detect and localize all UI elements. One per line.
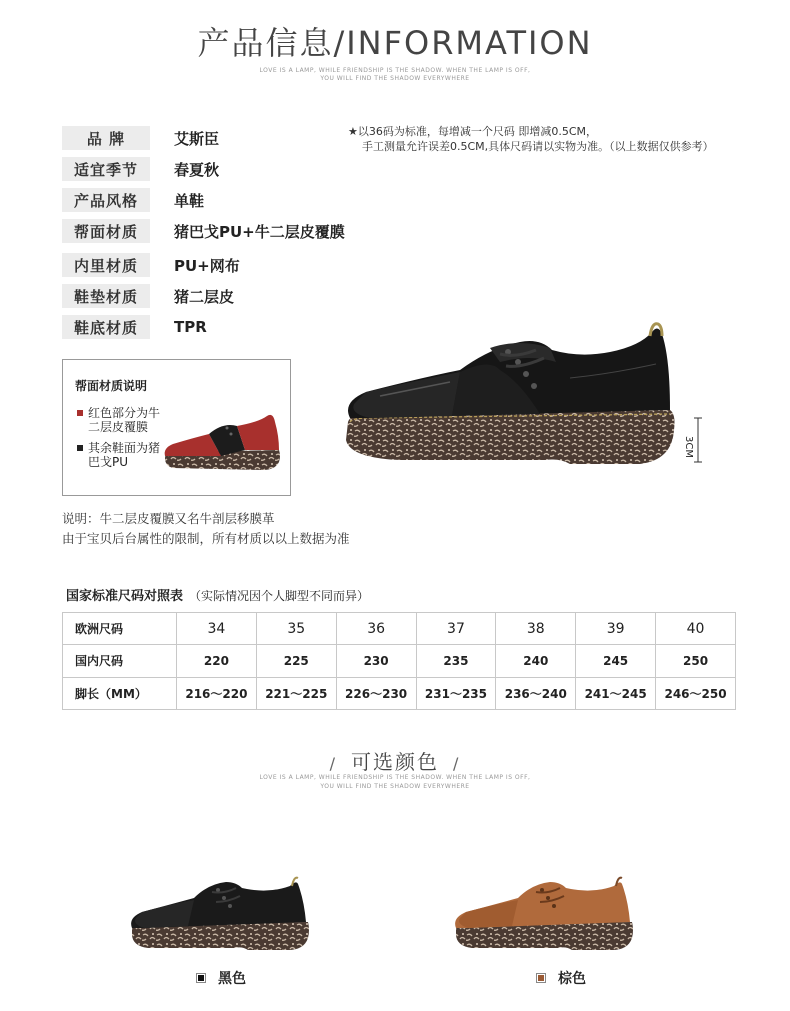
info-value: 猪二层皮 bbox=[174, 287, 235, 306]
table-row bbox=[63, 613, 736, 645]
color-option-brown[interactable] bbox=[536, 968, 586, 988]
colors-tagline-1: LOVE IS A LAMP, WHILE FRIENDSHIP IS THE SHADOW. WHEN THE LAMP IS OFF, bbox=[259, 774, 531, 781]
row-header: 欧洲尺码 bbox=[63, 613, 177, 645]
info-label: 品 牌 bbox=[62, 126, 150, 150]
brown-swatch-icon bbox=[536, 973, 546, 983]
info-label: 产品风格 bbox=[62, 188, 150, 212]
table-row bbox=[63, 677, 736, 709]
material-explanation-text bbox=[62, 509, 350, 549]
black-swatch-icon bbox=[196, 973, 206, 983]
size-table-title-text: 国家标准尺码对照表 bbox=[66, 589, 184, 604]
black-square-icon bbox=[77, 445, 83, 451]
info-row-style bbox=[62, 188, 204, 212]
table-cell: 39 bbox=[576, 613, 656, 645]
info-row-brand bbox=[62, 126, 219, 150]
table-cell: 226～230 bbox=[336, 677, 416, 709]
brown-shoe-image bbox=[452, 872, 636, 954]
info-row-season bbox=[62, 157, 219, 181]
table-row bbox=[63, 645, 736, 677]
table-cell: 36 bbox=[336, 613, 416, 645]
size-note bbox=[348, 124, 714, 154]
red-square-icon bbox=[77, 410, 83, 416]
height-dimension-label: 3CM bbox=[683, 436, 694, 458]
header-tagline-1: LOVE IS A LAMP, WHILE FRIENDSHIP IS THE SHADOW. WHEN THE LAMP IS OFF, bbox=[259, 67, 531, 74]
table-cell: 35 bbox=[256, 613, 336, 645]
info-label: 内里材质 bbox=[62, 253, 150, 277]
black-shoe-image bbox=[128, 872, 312, 954]
size-table-title bbox=[66, 585, 369, 604]
table-cell: 34 bbox=[177, 613, 257, 645]
info-label: 鞋垫材质 bbox=[62, 284, 150, 308]
explain-line-2: 由于宝贝后台属性的限制，所有材质以以上数据为准 bbox=[62, 531, 350, 546]
color-name: 棕色 bbox=[558, 971, 586, 987]
table-cell: 245 bbox=[576, 645, 656, 677]
row-header: 脚长（MM） bbox=[63, 677, 177, 709]
size-note-line-1: ★以36码为标准，每增减一个尺码 即增减0.5CM， bbox=[348, 125, 598, 138]
table-cell: 241～245 bbox=[576, 677, 656, 709]
legend-text: 其余鞋面为猪巴戈PU bbox=[88, 441, 161, 469]
material-diagram-shoe bbox=[163, 412, 283, 472]
page-title: 产品信息/INFORMATION bbox=[197, 24, 593, 62]
table-cell: 236～240 bbox=[496, 677, 576, 709]
table-cell: 40 bbox=[656, 613, 736, 645]
color-name: 黑色 bbox=[218, 971, 246, 987]
info-row-insole-material bbox=[62, 284, 234, 308]
size-note-line-2: 手工测量允许误差0.5CM,具体尺码请以实物为准。（以上数据仅供参考） bbox=[362, 140, 714, 153]
colors-title-text: 可选颜色 bbox=[351, 750, 439, 774]
product-shoe-image bbox=[340, 318, 680, 468]
table-cell: 216～220 bbox=[177, 677, 257, 709]
table-cell: 37 bbox=[416, 613, 496, 645]
table-cell: 235 bbox=[416, 645, 496, 677]
size-table bbox=[62, 612, 736, 710]
colors-section-title bbox=[0, 746, 790, 775]
table-cell: 231～235 bbox=[416, 677, 496, 709]
info-value: 单鞋 bbox=[174, 191, 205, 210]
legend-text: 红色部分为牛二层皮覆膜 bbox=[88, 406, 161, 434]
table-cell: 246～250 bbox=[656, 677, 736, 709]
table-cell: 240 bbox=[496, 645, 576, 677]
info-row-upper-material bbox=[62, 219, 345, 243]
info-value: TPR bbox=[174, 318, 207, 336]
size-table-subtitle: （实际情况因个人脚型不同而异） bbox=[189, 589, 370, 603]
title-slash-left: / bbox=[329, 754, 337, 773]
info-value: 猪巴戈PU+牛二层皮覆膜 bbox=[174, 222, 345, 241]
material-explanation-box bbox=[62, 359, 291, 496]
material-title: 帮面材质说明 bbox=[75, 379, 148, 393]
info-label: 鞋底材质 bbox=[62, 315, 150, 339]
table-cell: 221～225 bbox=[256, 677, 336, 709]
material-legend-black bbox=[77, 441, 168, 469]
colors-tagline-2: YOU WILL FIND THE SHADOW EVERYWHERE bbox=[320, 783, 470, 790]
title-slash-right: / bbox=[453, 754, 461, 773]
info-value: 春夏秋 bbox=[174, 160, 220, 179]
header-tagline-2: YOU WILL FIND THE SHADOW EVERYWHERE bbox=[320, 75, 470, 82]
table-cell: 38 bbox=[496, 613, 576, 645]
info-label: 帮面材质 bbox=[62, 219, 150, 243]
table-cell: 230 bbox=[336, 645, 416, 677]
explain-line-1: 说明：牛二层皮覆膜又名牛剖层移膜革 bbox=[62, 511, 275, 526]
info-row-lining-material bbox=[62, 253, 240, 277]
color-option-black[interactable] bbox=[196, 968, 246, 988]
info-label: 适宜季节 bbox=[62, 157, 150, 181]
row-header: 国内尺码 bbox=[63, 645, 177, 677]
table-cell: 250 bbox=[656, 645, 736, 677]
info-value: 艾斯臣 bbox=[174, 129, 220, 148]
info-value: PU+网布 bbox=[174, 256, 240, 275]
info-row-sole-material bbox=[62, 315, 207, 339]
table-cell: 220 bbox=[177, 645, 257, 677]
table-cell: 225 bbox=[256, 645, 336, 677]
material-legend-red bbox=[77, 406, 168, 434]
